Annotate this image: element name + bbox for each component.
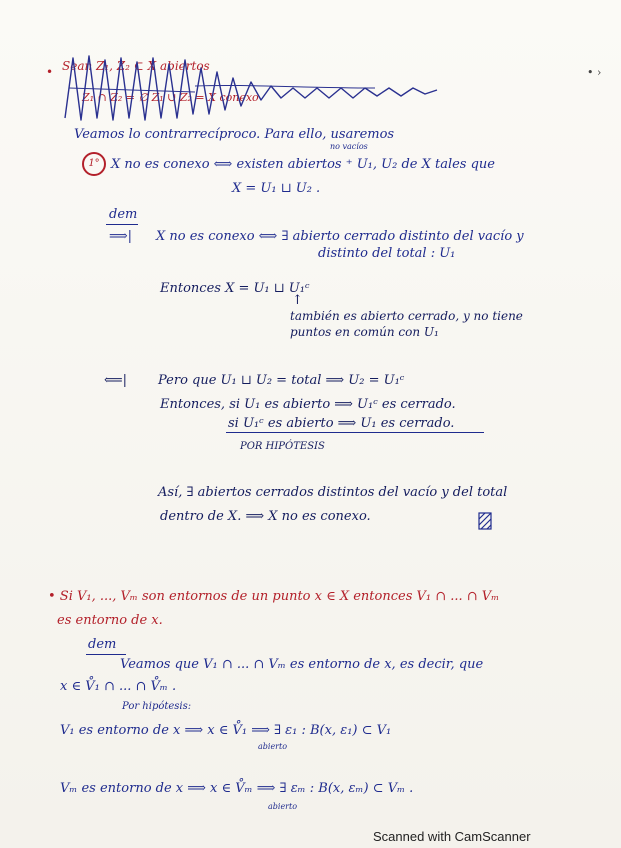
then2-line-a: Entonces, si U₁ es abierto ⟹ U₁ᶜ es cerrado. xyxy=(160,397,456,412)
intro-line-3: X = U₁ ⊔ U₂ . xyxy=(232,181,321,196)
hypothesis-underline xyxy=(226,432,484,433)
forward-line-cont: distinto del total : U₁ xyxy=(318,246,456,261)
crossed-line-1: Sean Z₁, Z₂ ⊂ X abiertos xyxy=(62,59,210,73)
proof2-abierto-2: abierto xyxy=(268,802,298,811)
backward-arrow: ⟸| xyxy=(104,373,128,388)
hypothesis-label: POR HIPÓTESIS xyxy=(240,441,325,452)
dem-underline-2 xyxy=(86,654,126,655)
proof2-vm: Vₘ es entorno de x ⟹ x ∈ V̊ₘ ⟹ ∃ εₘ : B(x, εₘ) ⊂ Vₘ . xyxy=(60,781,414,796)
scanner-watermark: Scanned with CamScanner xyxy=(373,829,531,844)
statement2-line-1: • Si V₁, ..., Vₘ son entornos de un punto x ∈ X entonces V₁ ∩ ... ∩ Vₘ xyxy=(48,589,500,604)
proof2-line-1: Veamos que V₁ ∩ ... ∩ Vₘ es entorno de x, es decir, que xyxy=(120,657,484,672)
proof2-line-2: x ∈ V̊₁ ∩ ... ∩ V̊ₘ . xyxy=(60,679,177,694)
proof2-abierto-1: abierto xyxy=(258,742,288,751)
item-marker-circle xyxy=(82,152,106,176)
qed-mark xyxy=(478,512,492,530)
forward-arrow: ⟹| xyxy=(109,229,133,244)
intro-line-2: X no es conexo ⟺ existen abiertos ⁺ U₁, U₂ de X tales que xyxy=(111,157,495,172)
backward-line: Pero que U₁ ⊔ U₂ = total ⟹ U₂ = U₁ᶜ xyxy=(158,373,405,388)
conclusion-line-1: Así, ∃ abiertos cerrados distintos del vacío y del total xyxy=(158,485,508,500)
note-line-1: también es abierto cerrado, y no tiene xyxy=(290,309,523,323)
dem-underline-1 xyxy=(106,224,138,225)
up-arrow: ↑ xyxy=(292,293,303,308)
intro-line-1: Veamos lo contrarrecíproco. Para ello, usaremos xyxy=(74,127,395,142)
item-marker: 1° xyxy=(88,158,100,169)
then2-line-b: si U₁ᶜ es abierto ⟹ U₁ es cerrado. xyxy=(228,416,455,431)
bullet-red: • xyxy=(46,65,54,79)
dem-label-2: dem xyxy=(88,637,117,652)
forward-line: X no es conexo ⟺ ∃ abierto cerrado distinto del vacío y xyxy=(156,229,524,244)
proof2-hyp: Por hipótesis: xyxy=(122,701,192,712)
crossed-line-2: Z₁ ∩ Z₂ = ∅ Z₁ ∪ Z₂ = X conexo xyxy=(82,91,259,104)
note-line-2: puntos en común con U₁ xyxy=(290,325,439,339)
then-line: Entonces X = U₁ ⊔ U₁ᶜ xyxy=(160,281,310,296)
strike-scribble xyxy=(45,48,445,128)
intro-no-vacios: no vacíos xyxy=(330,142,368,151)
proof2-v1: V₁ es entorno de x ⟹ x ∈ V̊₁ ⟹ ∃ ε₁ : B(x, ε₁) ⊂ V₁ xyxy=(60,723,392,738)
dem-label-1: dem xyxy=(109,207,138,222)
conclusion-line-2: dentro de X. ⟹ X no es conexo. xyxy=(160,509,371,524)
corner-mark: • › xyxy=(587,66,602,79)
statement2-line-2: es entorno de x. xyxy=(57,613,163,628)
